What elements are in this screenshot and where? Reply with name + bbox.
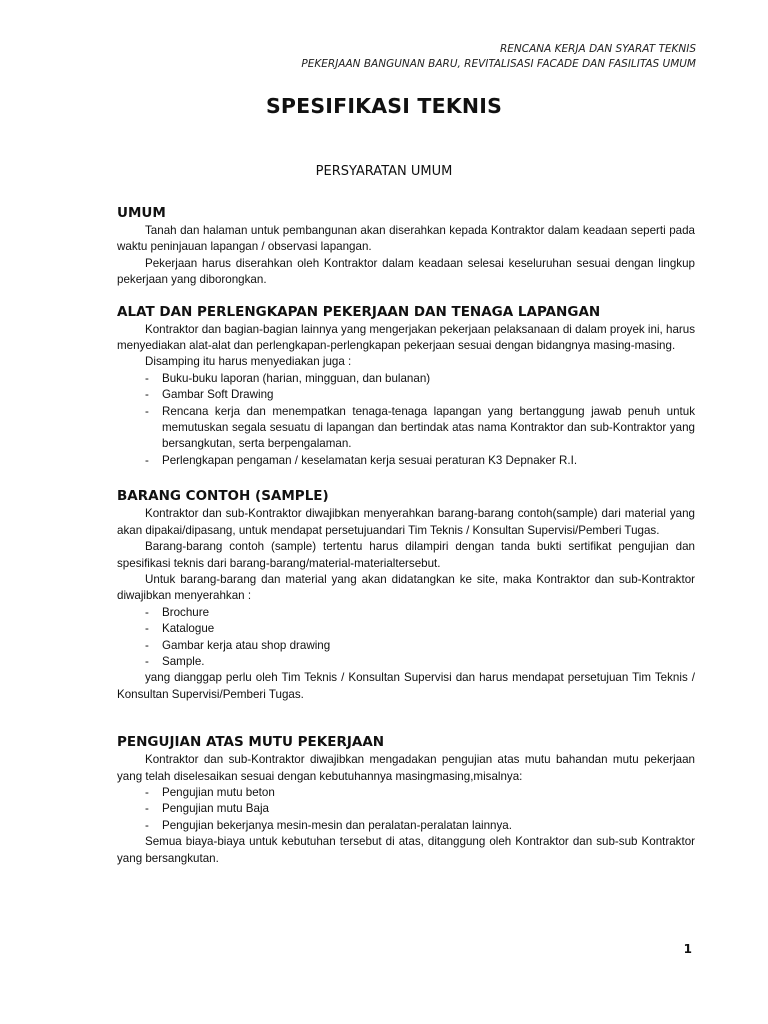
- paragraph: yang dianggap perlu oleh Tim Teknis / Konsultan Supervisi dan harus mendapat persetujuan Tim Teknis / Konsultan Supervisi/Pemberi Tugas.: [117, 671, 695, 701]
- list-item: - Perlengkapan pengaman / keselamatan kerja sesuai peraturan K3 Depnaker R.I.: [117, 453, 695, 469]
- list-item: - Buku-buku laporan (harian, mingguan, dan bulanan): [117, 371, 695, 387]
- running-header: [301, 42, 696, 72]
- running-header-line-2: PEKERJAAN BANGUNAN BARU, REVITALISASI FACADE DAN FASILITAS UMUM: [301, 58, 696, 70]
- dash-marker: -: [145, 388, 149, 402]
- list-item: - Katalogue: [117, 621, 695, 637]
- section-heading: ALAT DAN PERLENGKAPAN PEKERJAAN DAN TENAGA LAPANGAN: [117, 303, 601, 320]
- page-number: 1: [683, 942, 692, 956]
- list-item: - Sample.: [117, 654, 695, 670]
- list-item: - Gambar kerja atau shop drawing: [117, 638, 695, 654]
- dash-marker: -: [145, 802, 149, 816]
- list-item: - Brochure: [117, 605, 695, 621]
- dash-marker: -: [145, 371, 149, 385]
- list-item: - Pengujian bekerjanya mesin-mesin dan peralatan-peralatan lainnya.: [117, 818, 695, 834]
- paragraph: Kontraktor dan sub-Kontraktor diwajibkan mengadakan pengujian atas mutu bahandan mutu pekerjaan yang telah diselesaikan sesuai dengan kebutuhannya masingmasing,misalnya:: [117, 753, 695, 783]
- dash-marker: -: [145, 818, 149, 832]
- dash-marker: -: [145, 453, 149, 467]
- dash-marker: -: [145, 605, 149, 619]
- paragraph: Barang-barang contoh (sample) tertentu harus dilampiri dengan tanda bukti sertifikat pengujian dan spesifikasi teknis dari barang-barang/material-materialtersebut.: [117, 540, 695, 570]
- paragraph: Disamping itu harus menyediakan juga :: [145, 355, 352, 369]
- section-alat-perlengkapan: [117, 303, 695, 470]
- section-heading: UMUM: [117, 205, 166, 221]
- paragraph: Semua biaya-biaya untuk kebutuhan tersebut di atas, ditanggung oleh Kontraktor dan sub-sub Kontraktor yang bersangkutan.: [117, 835, 695, 865]
- bullet-list: [117, 785, 695, 834]
- section-heading: PENGUJIAN ATAS MUTU PEKERJAAN: [117, 734, 385, 751]
- paragraph: Kontraktor dan bagian-bagian lainnya yang mengerjakan pekerjaan pelaksanaan di dalam proyek ini, harus menyediakan alat-alat dan perlengkapan-perlengkapan pekerjaan sesuai dengan bidangnya masing-masing.: [117, 322, 695, 353]
- list-item: - Gambar Soft Drawing: [117, 387, 695, 403]
- document-subtitle: PERSYARATAN UMUM: [315, 164, 453, 179]
- list-item: - Pengujian mutu Baja: [117, 801, 695, 817]
- document-body: [117, 204, 695, 867]
- paragraph: Tanah dan halaman untuk pembangunan akan diserahkan kepada Kontraktor dalam keadaan seperti pada waktu peninjauan lapangan / observasi lapangan.: [117, 224, 695, 254]
- dash-marker: -: [145, 638, 149, 652]
- paragraph: Kontraktor dan sub-Kontraktor diwajibkan menyerahkan barang-barang contoh(sample) dari material yang akan dipakai/dipasang, untuk mendapat persetujuandari Tim Teknis / Konsultan Supervisi/Pemberi Tugas.: [117, 507, 695, 537]
- running-header-line-1: RENCANA KERJA DAN SYARAT TEKNIS: [499, 43, 696, 55]
- document-title: SPESIFIKASI TEKNIS: [265, 94, 503, 118]
- paragraph: Untuk barang-barang dan material yang akan didatangkan ke site, maka Kontraktor dan sub-Kontraktor diwajibkan menyerahkan :: [117, 572, 695, 603]
- dash-marker: -: [145, 404, 149, 418]
- dash-marker: -: [145, 622, 149, 636]
- dash-marker: -: [145, 654, 149, 668]
- bullet-list: [117, 605, 695, 671]
- section-barang-contoh: [117, 487, 695, 703]
- section-pengujian-mutu: [117, 733, 695, 867]
- paragraph: Pekerjaan harus diserahkan oleh Kontraktor dalam keadaan selesai keseluruhan sesuai dengan lingkup pekerjaan yang diborongkan.: [117, 256, 695, 287]
- section-heading: BARANG CONTOH (SAMPLE): [117, 488, 329, 505]
- section-umum: [117, 204, 695, 289]
- bullet-list: [117, 371, 695, 469]
- dash-marker: -: [145, 785, 149, 799]
- list-item: - Rencana kerja dan menempatkan tenaga-tenaga lapangan yang bertanggung jawab penuh untuk memutuskan segala sesuatu di lapangan dan bertindak atas nama Kontraktor dan sub-Kontraktor yang bersangkutan, serta berpengalaman.: [145, 404, 695, 451]
- list-item: - Pengujian mutu beton: [117, 785, 695, 801]
